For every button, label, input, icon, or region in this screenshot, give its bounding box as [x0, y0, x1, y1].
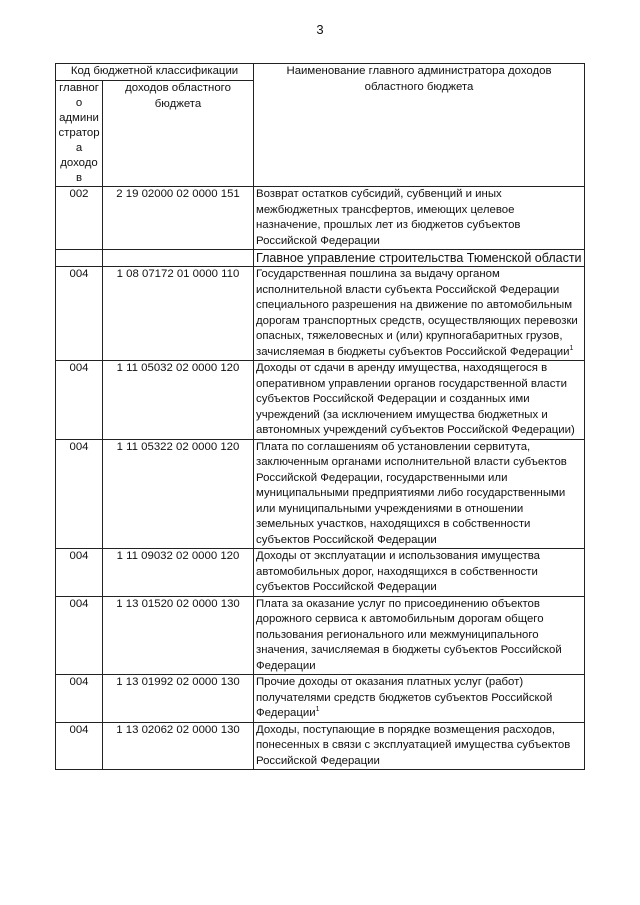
income-name-cell	[254, 722, 585, 770]
income-name-cell	[254, 675, 585, 723]
header-budget-classification: Код бюджетной классификации	[56, 64, 254, 81]
income-code-cell: 2 19 02000 02 0000 151	[103, 187, 254, 250]
table-row	[56, 549, 585, 597]
income-code-cell: 1 13 01520 02 0000 130	[103, 596, 254, 675]
admin-code-cell: 004	[56, 675, 103, 723]
header-main-administrator: главного администратора доходов	[56, 81, 103, 187]
admin-code-cell: 002	[56, 187, 103, 250]
table-body	[56, 187, 585, 770]
table-section-row	[56, 250, 585, 267]
table-row	[56, 361, 585, 440]
admin-code-cell: 004	[56, 439, 103, 549]
header-income-code: доходов областного бюджета	[103, 81, 254, 187]
income-code-cell: 1 11 05032 02 0000 120	[103, 361, 254, 440]
admin-code-cell: 004	[56, 267, 103, 361]
income-code-cell: 1 08 07172 01 0000 110	[103, 267, 254, 361]
income-code-cell: 1 11 05322 02 0000 120	[103, 439, 254, 549]
table-header-row	[56, 64, 585, 81]
admin-code-cell: 004	[56, 549, 103, 597]
income-name-cell	[254, 596, 585, 675]
footnote-marker: 1	[569, 344, 574, 352]
income-name-cell	[254, 361, 585, 440]
income-code-cell: 1 11 09032 02 0000 120	[103, 549, 254, 597]
budget-classification-table	[55, 63, 585, 770]
empty-code-cell	[103, 250, 254, 267]
table-row	[56, 675, 585, 723]
admin-code-cell: 004	[56, 596, 103, 675]
income-name-cell	[254, 267, 585, 361]
table-row	[56, 267, 585, 361]
page-number: 3	[316, 22, 324, 37]
income-name-text: Доходы, поступающие в порядке возмещения расходов, понесенных в связи с эксплуатацией имущества субъектов Российской Федерации	[256, 723, 571, 767]
empty-admin-cell	[56, 250, 103, 267]
income-name-text: Государственная пошлина за выдачу органом исполнительной власти субъекта Российской Федерации специального разрешения на движение по автомобильным дорогам транспортных средств, осуществляющих перевозки опасных, тяжеловесных и (или) крупногабаритных грузов, зачисляемая в бюджеты субъектов Российской Федерации	[256, 268, 578, 358]
header-administrator-name: Наименование главного администратора доходов областного бюджета	[254, 64, 585, 187]
admin-code-cell: 004	[56, 361, 103, 440]
income-name-text: Плата по соглашениям об установлении сервитута, заключенным органами исполнительной власти субъектов Российской Федерации, государственными или муниципальными предприятиями либо государственными или муниципальными учреждениями в отношении земельных участков, находящихся в собственности субъектов Российской Федерации	[256, 440, 567, 546]
income-code-cell: 1 13 02062 02 0000 130	[103, 722, 254, 770]
income-name-text: Плата за оказание услуг по присоединению объектов дорожного сервиса к автомобильным дорогам общего пользования регионального или межмуниципального значения, зачисляемая в бюджеты субъектов Российской Федерации	[256, 597, 562, 672]
income-name-text: Прочие доходы от оказания платных услуг (работ) получателями средств бюджетов субъектов Российской Федерации	[256, 676, 553, 719]
table-row	[56, 187, 585, 250]
income-name-cell	[254, 187, 585, 250]
income-name-cell	[254, 439, 585, 549]
table-row	[56, 722, 585, 770]
section-title: Главное управление строительства Тюменской области	[254, 250, 585, 267]
admin-code-cell: 004	[56, 722, 103, 770]
footnote-marker: 1	[315, 706, 320, 713]
income-name-text: Доходы от сдачи в аренду имущества, находящегося в оперативном управлении органов государственной власти субъектов Российской Федерации и созданных ими учреждений (за исключением имущества бюджетных и автономных учреждений субъектов Российской Федерации)	[256, 362, 575, 436]
income-code-cell: 1 13 01992 02 0000 130	[103, 675, 254, 723]
table-row	[56, 439, 585, 549]
income-name-text: Возврат остатков субсидий, субвенций и иных межбюджетных трансфертов, имеющих целевое назначение, прошлых лет из бюджетов субъектов Российской Федерации	[256, 188, 521, 247]
income-name-text: Доходы от эксплуатации и использования имущества автомобильных дорог, находящихся в собственности субъектов Российской Федерации	[256, 550, 540, 593]
table-row	[56, 596, 585, 675]
income-name-cell	[254, 549, 585, 597]
